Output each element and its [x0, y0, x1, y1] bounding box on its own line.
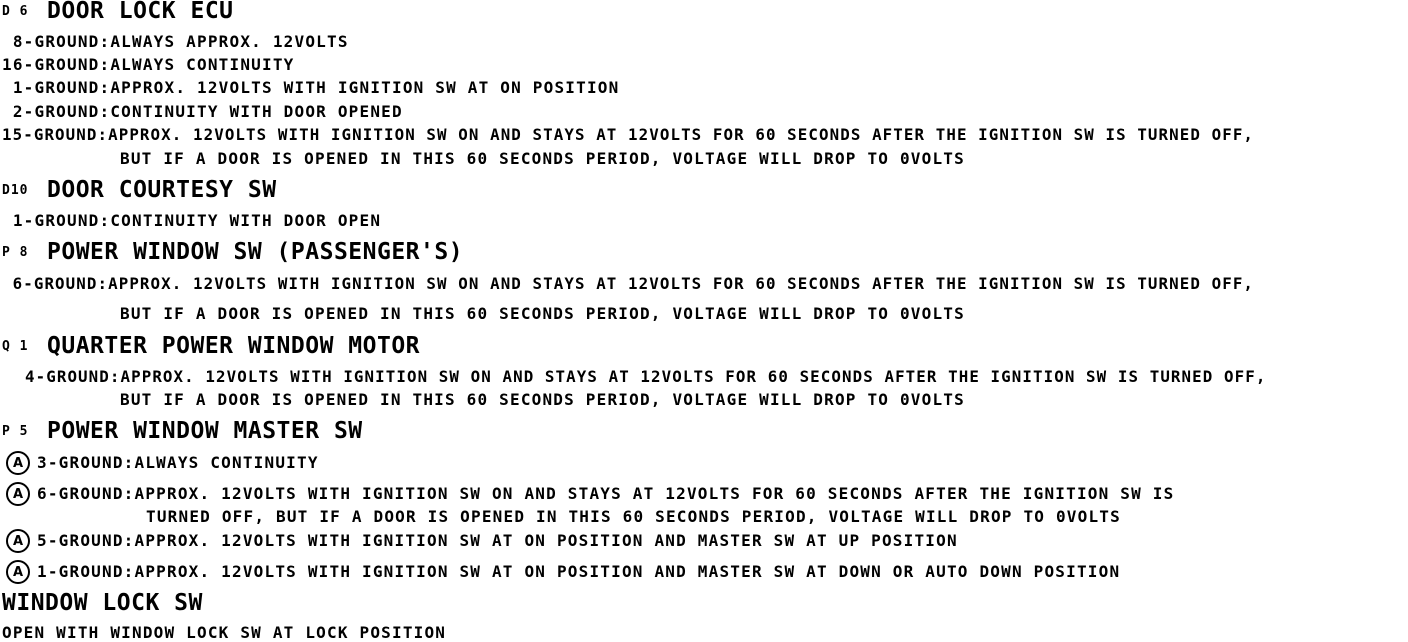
connector-a-badge: A	[6, 529, 30, 553]
section-title: WINDOW LOCK SW	[2, 590, 203, 616]
spec-line-continued: BUT IF A DOOR IS OPENED IN THIS 60 SECONDS PERIOD, VOLTAGE WILL DROP TO 0VOLTS	[120, 304, 965, 323]
spec-line-continued: BUT IF A DOOR IS OPENED IN THIS 60 SECONDS PERIOD, VOLTAGE WILL DROP TO 0VOLTS	[120, 390, 965, 409]
spec-line: 6-GROUND:APPROX. 12VOLTS WITH IGNITION SW ON AND STAYS AT 12VOLTS FOR 60 SECONDS AFTER THE IGNITION SW IS	[37, 484, 1175, 503]
connector-code: P 5	[2, 424, 29, 439]
connector-code: D 6	[2, 4, 29, 19]
spec-line: 15-GROUND:APPROX. 12VOLTS WITH IGNITION SW ON AND STAYS AT 12VOLTS FOR 60 SECONDS AFTER THE IGNITION SW IS TURNED OFF,	[2, 125, 1255, 144]
section-title: POWER WINDOW SW (PASSENGER'S)	[47, 239, 464, 265]
spec-line-continued: TURNED OFF, BUT IF A DOOR IS OPENED IN THIS 60 SECONDS PERIOD, VOLTAGE WILL DROP TO 0VOLTS	[146, 507, 1121, 526]
spec-line: 1-GROUND:CONTINUITY WITH DOOR OPEN	[2, 211, 382, 230]
spec-line: 1-GROUND:APPROX. 12VOLTS WITH IGNITION SW AT ON POSITION	[2, 78, 620, 97]
section-title: DOOR LOCK ECU	[47, 0, 234, 24]
section-title: DOOR COURTESY SW	[47, 177, 277, 203]
spec-line: 4-GROUND:APPROX. 12VOLTS WITH IGNITION SW ON AND STAYS AT 12VOLTS FOR 60 SECONDS AFTER THE IGNITION SW IS TURNED OFF,	[25, 367, 1267, 386]
connector-code: D10	[2, 183, 29, 198]
spec-line: 3-GROUND:ALWAYS CONTINUITY	[37, 453, 319, 472]
spec-line: OPEN WITH WINDOW LOCK SW AT LOCK POSITION	[2, 623, 447, 642]
spec-line: 1-GROUND:APPROX. 12VOLTS WITH IGNITION SW AT ON POSITION AND MASTER SW AT DOWN OR AUTO DOWN POSITION	[37, 562, 1121, 581]
spec-line: 2-GROUND:CONTINUITY WITH DOOR OPENED	[2, 102, 403, 121]
connector-a-badge: A	[6, 560, 30, 584]
connector-a-badge: A	[6, 451, 30, 475]
connector-a-badge: A	[6, 482, 30, 506]
connector-code: P 8	[2, 245, 29, 260]
connector-code: Q 1	[2, 339, 29, 354]
section-title: QUARTER POWER WINDOW MOTOR	[47, 333, 421, 359]
section-title: POWER WINDOW MASTER SW	[47, 418, 363, 444]
spec-line: 6-GROUND:APPROX. 12VOLTS WITH IGNITION SW ON AND STAYS AT 12VOLTS FOR 60 SECONDS AFTER THE IGNITION SW IS TURNED OFF,	[2, 274, 1255, 293]
spec-line: 16-GROUND:ALWAYS CONTINUITY	[2, 55, 295, 74]
spec-line-continued: BUT IF A DOOR IS OPENED IN THIS 60 SECONDS PERIOD, VOLTAGE WILL DROP TO 0VOLTS	[120, 149, 965, 168]
spec-line: 8-GROUND:ALWAYS APPROX. 12VOLTS	[2, 32, 349, 51]
spec-line: 5-GROUND:APPROX. 12VOLTS WITH IGNITION SW AT ON POSITION AND MASTER SW AT UP POSITION	[37, 531, 958, 550]
